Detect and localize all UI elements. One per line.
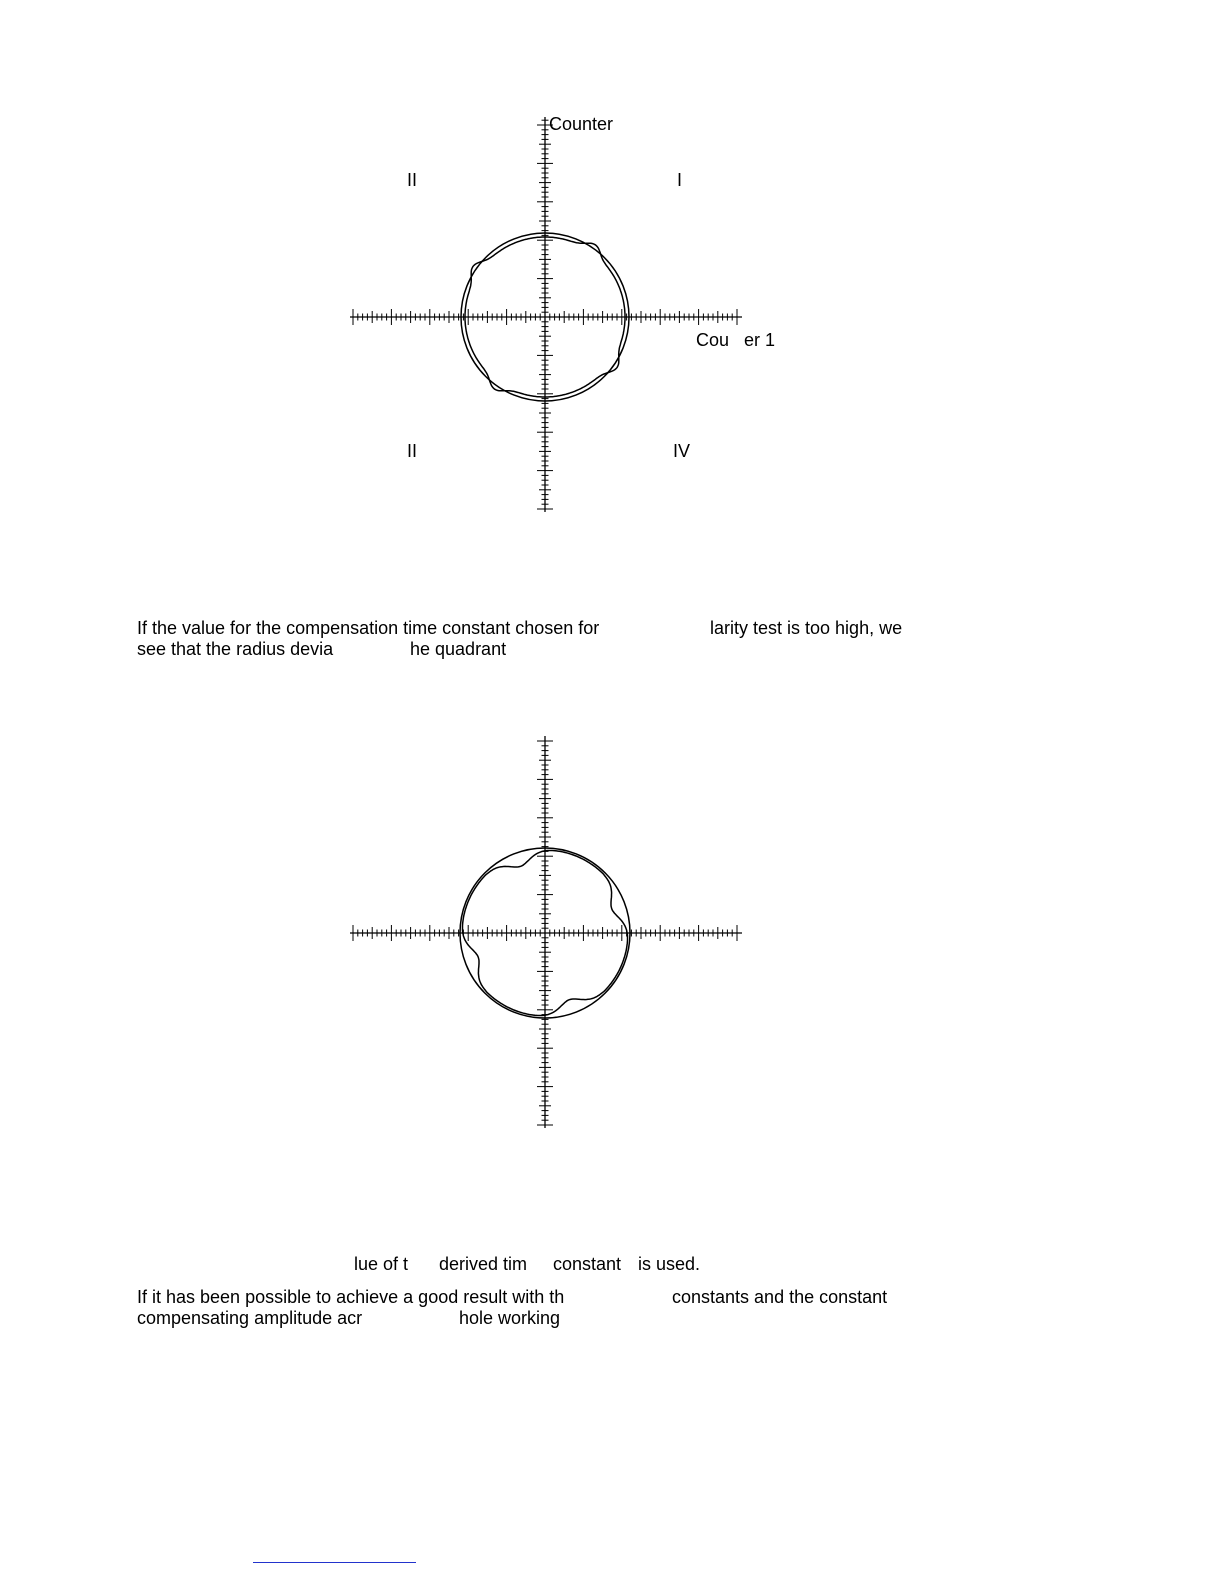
quadrant-label-3: II (407, 441, 418, 461)
plot2-measured-path (463, 851, 628, 1016)
paragraph-3-line-1-b: constants and the constant (672, 1287, 888, 1307)
paragraph-2-line-1-c: constant (553, 1254, 622, 1274)
paragraph-2-line-1-d: is used. (638, 1254, 701, 1274)
paragraph-2-line-1-a: lue of t (354, 1254, 409, 1274)
paragraph-1 (137, 618, 903, 723)
paragraph-3 (137, 1287, 888, 1392)
plot1-x-axis-label: Cou er 1 (696, 330, 776, 350)
paragraph-1-line-2-a: see that the radius devia (137, 639, 334, 659)
plot2-ticks (353, 741, 737, 1125)
paragraph-3-line-1-a: If it has been possible to achieve a good result with th (137, 1287, 565, 1307)
paragraph-2-line-1-b: derived tim (439, 1254, 528, 1274)
circularity-plot-1 (0, 0, 1224, 560)
paragraph-1-line-2-b: he quadrant (410, 639, 507, 659)
plot2-reference-circle (460, 848, 630, 1018)
plot1-y-axis-label: Counter (549, 114, 614, 134)
paragraph-3-line-2-a: compensating amplitude acr (137, 1308, 363, 1328)
footer-link-underline (253, 1562, 416, 1563)
quadrant-label-1: I (677, 170, 683, 190)
quadrant-label-2: II (407, 170, 418, 190)
paragraph-1-line-1-b: larity test is too high, we (710, 618, 903, 638)
paragraph-3-line-2-b: hole working (459, 1308, 561, 1328)
quadrant-label-4: IV (673, 441, 691, 461)
paragraph-1-line-1-a: If the value for the compensation time constant chosen for (137, 618, 600, 638)
